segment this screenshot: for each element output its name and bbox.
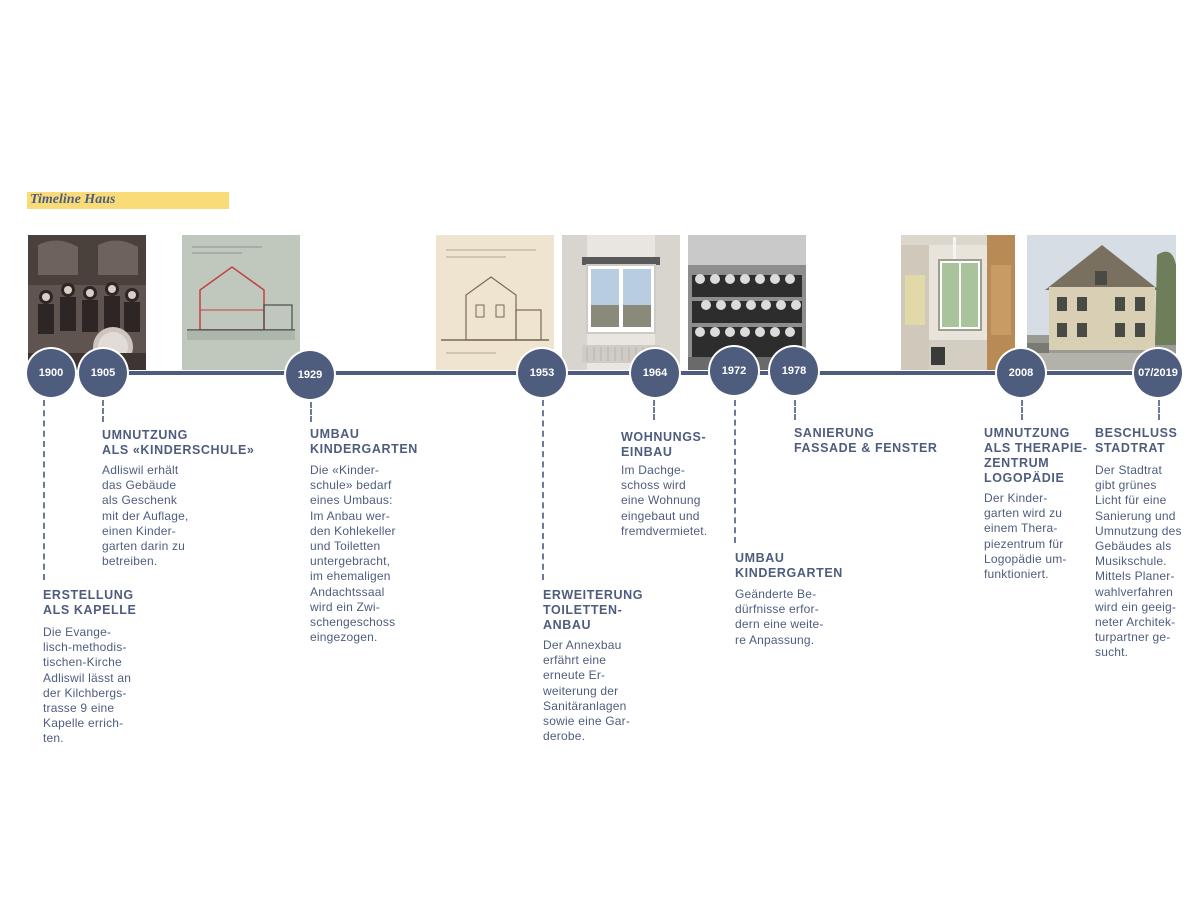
photo-section-drawing-icon [182,235,300,370]
photo-interior-icon [901,235,1015,370]
event-title-1964: WOHNUNGS- EINBAU [621,430,707,459]
connector [1021,400,1023,420]
page-title: Timeline Haus [30,192,116,207]
event-title-2019: BESCHLUSS STADTRAT [1095,426,1178,455]
event-text-1929: Die «Kinder- schule» bedarf eines Umbaus: Im Anbau wer- den Kohlekeller und Toiletten untergebracht, im ehemaligen Andachtssaal wird ein Zwi- schengeschoss eingezogen. [310,463,396,645]
year-node-1905: 1905 [79,349,127,397]
event-title-1978: SANIERUNG FASSADE & FENSTER [794,426,938,455]
connector [1158,400,1160,420]
event-text-1900: Die Evange- lisch-methodis- tischen-Kirche Adliswil lässt an der Kilchbergs- trasse 9 eine Kapelle errich- ten. [43,625,132,746]
connector [43,400,45,580]
connector [102,400,104,422]
connector [542,400,544,580]
year-node-2019: 07/2019 [1134,349,1182,397]
year-node-1953: 1953 [518,349,566,397]
event-title-1972: UMBAU KINDERGARTEN [735,551,843,580]
event-title-1953: ERWEITERUNG TOILETTEN- ANBAU [543,588,644,632]
year-node-1972: 1972 [710,347,758,395]
event-text-1905: Adliswil erhält das Gebäude als Geschenk mit der Auflage, einen Kinder- garten darin zu betreiben. [102,463,189,569]
event-title-1905: UMNUTZUNG ALS «KINDERSCHULE» [102,428,255,457]
connector [734,400,736,543]
year-node-1964: 1964 [631,349,679,397]
event-text-1953: Der Annexbau erfährt eine erneute Er- weiterung der Sanitäranlagen sowie eine Gar- derobe. [543,638,631,744]
event-text-2008: Der Kinder- garten wird zu einem Thera- piezentrum für Logopädie um- funktioniert. [984,491,1067,582]
connector [794,400,796,420]
event-text-1964: Im Dachge- schoss wird eine Wohnung eingebaut und fremdvermietet. [621,463,708,538]
connector [653,400,655,420]
event-title-2008: UMNUTZUNG ALS THERAPIE- ZENTRUM LOGOPÄDIE [984,426,1088,485]
event-title-1900: ERSTELLUNG ALS KAPELLE [43,588,137,617]
year-node-1978: 1978 [770,347,818,395]
event-text-1972: Geänderte Be- dürfnisse erfor- dern eine weite- re Anpassung. [735,587,824,647]
event-title-1929: UMBAU KINDERGARTEN [310,427,418,456]
year-node-1900: 1900 [27,349,75,397]
year-node-2008: 2008 [997,349,1045,397]
year-node-1929: 1929 [286,351,334,399]
event-text-2019: Der Stadtrat gibt grünes Licht für eine Sanierung und Umnutzung des Gebäudes als Musikschule. Mittels Planer- wahlverfahren wird ein geeig- neter Architek- turpartner ge- sucht. [1095,463,1182,660]
connector [310,402,312,422]
